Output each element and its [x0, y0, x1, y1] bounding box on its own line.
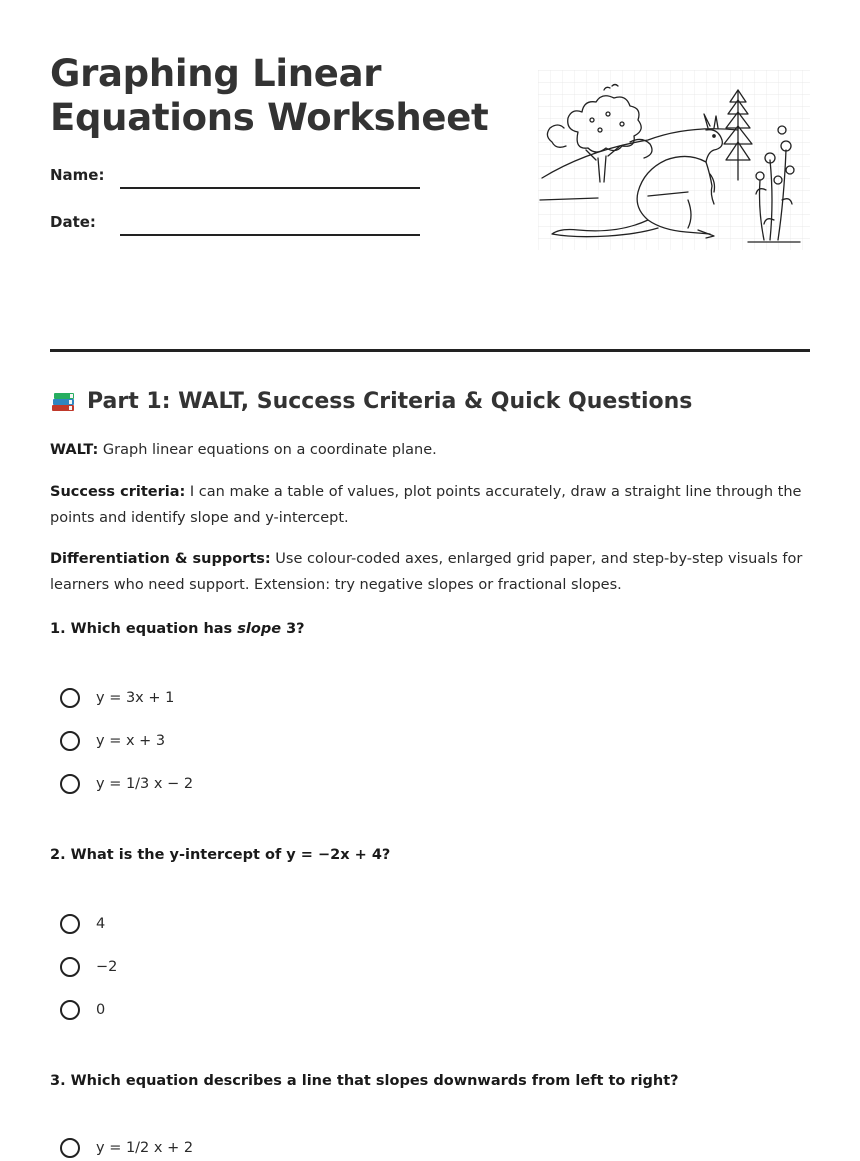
option-label: y = 1/3 x − 2: [96, 776, 194, 792]
success-criteria-text: I can make a table of values, plot points accurately, draw a straight line through the points and identify slope and y-intercept.: [50, 484, 802, 526]
radio-button[interactable]: [60, 957, 80, 977]
name-label: Name:: [50, 166, 105, 184]
option-label: y = 3x + 1: [96, 690, 175, 706]
radio-button[interactable]: [60, 731, 80, 751]
name-field-line[interactable]: [120, 187, 420, 189]
differentiation-label: Differentiation & supports:: [50, 551, 271, 567]
success-criteria-paragraph: [50, 479, 815, 531]
option-label: −2: [96, 959, 118, 975]
differentiation-text: Use colour-coded axes, enlarged grid paper, and step-by-step visuals for learners who need support. Extension: try negative slopes or fractional slopes.: [50, 551, 803, 593]
section-divider: [50, 349, 810, 352]
differentiation-paragraph: [50, 546, 815, 598]
option-label: 4: [96, 916, 106, 932]
part1-heading: [50, 388, 692, 414]
radio-button[interactable]: [60, 688, 80, 708]
date-label: Date:: [50, 213, 96, 231]
success-criteria-label: Success criteria:: [50, 484, 186, 500]
question-1: [50, 621, 305, 637]
question-1-suffix: 3?: [281, 621, 305, 637]
title-line-1: Graphing Linear: [50, 52, 382, 95]
radio-button[interactable]: [60, 1000, 80, 1020]
question-2-option-2[interactable]: [60, 954, 117, 980]
kangaroo-landscape-illustration: [538, 70, 810, 250]
date-field-line[interactable]: [120, 234, 420, 236]
question-1-option-2[interactable]: [60, 728, 165, 754]
question-3: 3. Which equation describes a line that slopes downwards from left to right?: [50, 1073, 679, 1089]
question-2-option-3[interactable]: [60, 997, 105, 1023]
question-1-option-1[interactable]: [60, 685, 174, 711]
radio-button[interactable]: [60, 914, 80, 934]
option-label: 0: [96, 1002, 106, 1018]
walt-label: WALT:: [50, 442, 99, 458]
part1-heading-text: Part 1: WALT, Success Criteria & Quick Questions: [87, 388, 693, 414]
question-1-emphasis: slope: [237, 621, 282, 637]
question-2: 2. What is the y-intercept of y = −2x + 4?: [50, 847, 391, 863]
walt-paragraph: [50, 437, 815, 463]
books-icon: [50, 388, 78, 414]
title-line-2: Equations Worksheet: [50, 96, 489, 139]
radio-button[interactable]: [60, 774, 80, 794]
question-2-option-1[interactable]: [60, 911, 105, 937]
option-label: y = x + 3: [96, 733, 166, 749]
question-1-option-3[interactable]: [60, 771, 193, 797]
question-1-prefix: 1. Which equation has: [50, 621, 238, 637]
walt-text: Graph linear equations on a coordinate plane.: [98, 442, 437, 458]
worksheet-title: [50, 52, 510, 140]
option-label: y = 1/2 x + 2: [96, 1140, 194, 1156]
question-3-option-1[interactable]: [60, 1135, 193, 1161]
radio-button[interactable]: [60, 1138, 80, 1158]
